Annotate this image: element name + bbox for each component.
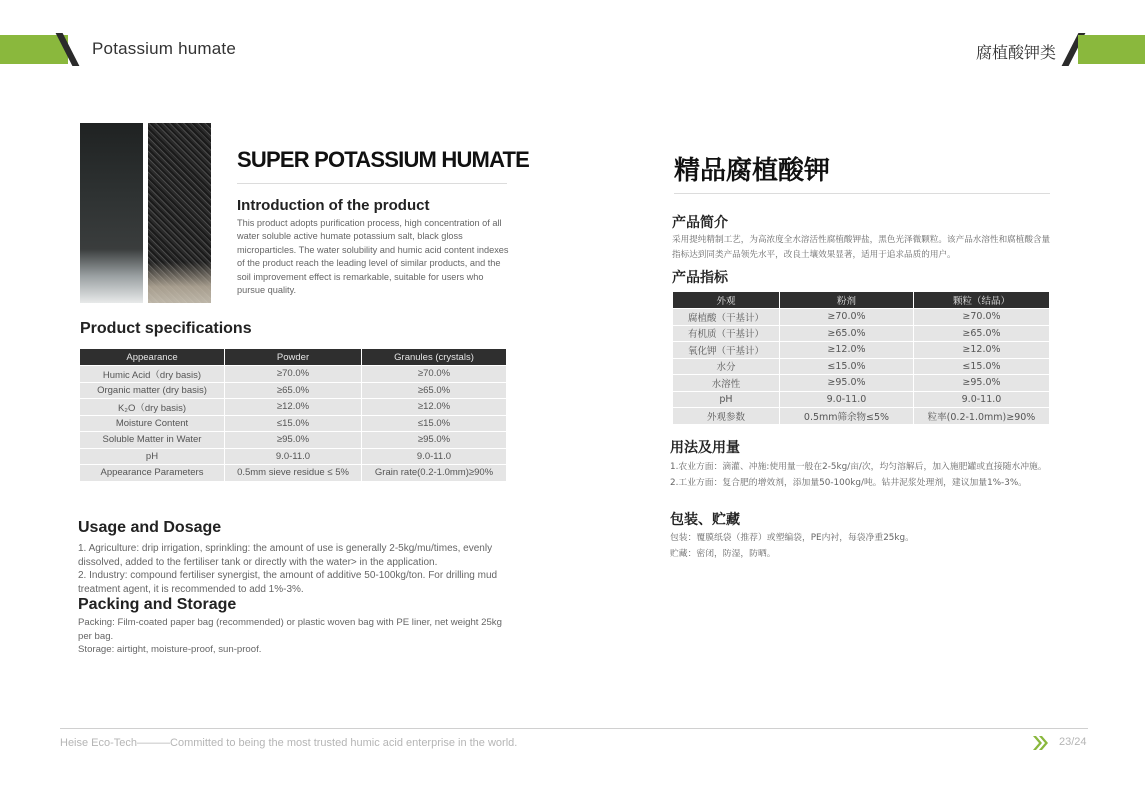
table-cell: Appearance Parameters	[80, 465, 224, 481]
header-title-cn: 腐植酸钾类	[976, 43, 1057, 62]
packing-heading-cn: 包装、贮藏	[670, 512, 740, 528]
table-cell: Grain rate(0.2-1.0mm)≥90%	[362, 465, 506, 481]
table-cell: 氧化钾（干基计）	[673, 342, 779, 358]
table-row	[80, 366, 506, 382]
spec-table-header-row	[80, 349, 506, 365]
table-cell: ≥95.0%	[780, 375, 913, 391]
table-cell: ≥70.0%	[225, 366, 361, 382]
spec-table-header-cell: 颗粒（结晶）	[914, 292, 1049, 308]
table-cell: 腐植酸（干基计）	[673, 309, 779, 325]
usage-text-en	[78, 542, 518, 596]
table-row	[80, 383, 506, 399]
spec-table-header-cell: Powder	[225, 349, 361, 365]
usage-text-cn	[670, 459, 1055, 491]
packing-line: 包装：覆膜纸袋（推荐）或塑编袋，PE内衬，每袋净重25kg。	[670, 533, 914, 543]
table-cell: ≤15.0%	[225, 416, 361, 432]
spec-table-cn	[672, 291, 1050, 425]
product-photo-granules-base	[148, 262, 211, 303]
table-cell: pH	[673, 392, 779, 408]
table-cell: 0.5mm sieve residue ≤ 5%	[225, 465, 361, 481]
table-row	[80, 416, 506, 432]
page-number: 23/24	[1059, 736, 1087, 748]
double-chevron-right-icon	[1033, 735, 1049, 751]
table-cell: ≥95.0%	[225, 432, 361, 448]
table-cell: K₂O（dry basis)	[80, 399, 224, 415]
footer-slogan: Heise Eco-Tech———Committed to being the most trusted humic acid enterprise in the world.	[60, 737, 518, 749]
table-cell: ≤15.0%	[362, 416, 506, 432]
table-cell: ≥65.0%	[225, 383, 361, 399]
packing-line: Packing: Film-coated paper bag (recommended) or plastic woven bag with PE liner, net weight 25kg per bag.	[78, 617, 502, 642]
table-row	[80, 432, 506, 448]
table-cell: ≥70.0%	[780, 309, 913, 325]
spec-table-header-cell: 粉剂	[780, 292, 913, 308]
spec-table-en	[79, 348, 507, 482]
usage-line: 1.农业方面：滴灌、冲施:使用量一般在2-5kg/亩/次，均匀溶解后，加入施肥罐或直接随水冲施。	[670, 462, 1047, 472]
table-row	[673, 309, 1049, 325]
table-cell: ≥12.0%	[780, 342, 913, 358]
table-cell: ≥65.0%	[780, 326, 913, 342]
table-cell: ≥12.0%	[362, 399, 506, 415]
table-cell: Soluble Matter in Water	[80, 432, 224, 448]
table-cell: ≥65.0%	[914, 326, 1049, 342]
intro-heading-cn: 产品简介	[672, 215, 728, 231]
table-row	[673, 359, 1049, 375]
packing-heading-en: Packing and Storage	[78, 596, 237, 613]
intro-text-en: This product adopts purification process, high concentration of all water soluble active humate potassium salt, black gloss microparticles. The water solubility and humic acid content indexes of the product reach the leading level of similar products, and the soil improvement effect is remarkable, suitable for users who pursue quality.	[237, 218, 509, 296]
table-cell: 9.0-11.0	[225, 449, 361, 465]
table-cell: 9.0-11.0	[914, 392, 1049, 408]
table-cell: ≥12.0%	[914, 342, 1049, 358]
table-cell: 水分	[673, 359, 779, 375]
packing-text-en	[78, 616, 518, 657]
table-cell: Humic Acid（dry basis)	[80, 366, 224, 382]
usage-line: 2.工业方面：复合肥的增效剂，添加量50-100kg/吨。钻井泥浆处理剂，建议加量1%-3%。	[670, 478, 1027, 488]
packing-line: Storage: airtight, moisture-proof, sun-proof.	[78, 644, 262, 655]
spec-table-header-cell: Granules (crystals)	[362, 349, 506, 365]
intro-text-cn: 采用提纯精制工艺，为高浓度全水溶活性腐植酸钾盐，黑色光泽微颗粒。该产品水溶性和腐植酸含量指标达到同类产品领先水平，改良土壤效果显著，适用于追求品质的用户。	[672, 235, 1051, 260]
table-cell: ≥70.0%	[362, 366, 506, 382]
packing-text-cn	[670, 531, 1055, 562]
footer-divider	[60, 728, 1088, 729]
table-cell: pH	[80, 449, 224, 465]
table-cell: ≥12.0%	[225, 399, 361, 415]
table-cell: ≥95.0%	[362, 432, 506, 448]
table-cell: 粒率(0.2-1.0mm)≥90%	[914, 408, 1049, 424]
header-title-en: Potassium humate	[92, 39, 236, 58]
product-title-en: SUPER POTASSIUM HUMATE	[237, 147, 530, 172]
title-divider-cn	[674, 193, 1050, 194]
table-row	[673, 408, 1049, 424]
spec-heading-cn: 产品指标	[672, 270, 728, 286]
spec-heading-en: Product specifications	[80, 320, 252, 337]
title-divider-en	[237, 183, 507, 184]
table-row	[673, 326, 1049, 342]
table-cell: 9.0-11.0	[780, 392, 913, 408]
table-cell: ≥65.0%	[362, 383, 506, 399]
table-row	[80, 449, 506, 465]
intro-heading-en: Introduction of the product	[237, 197, 430, 214]
table-cell: Moisture Content	[80, 416, 224, 432]
spec-table-header-cell: Appearance	[80, 349, 224, 365]
packing-line: 贮藏：密闭，防湿，防晒。	[670, 548, 776, 559]
table-cell: ≥95.0%	[914, 375, 1049, 391]
usage-line: 2. Industry: compound fertiliser synergist, the amount of additive 50-100kg/ton. For drilling mud treatment agent, it is recommended to add 1%-3%.	[78, 570, 498, 595]
usage-heading-cn: 用法及用量	[670, 440, 740, 456]
product-title-cn: 精品腐植酸钾	[674, 156, 831, 186]
table-cell: 9.0-11.0	[362, 449, 506, 465]
table-row	[80, 399, 506, 415]
usage-line: 1. Agriculture: drip irrigation, sprinkling: the amount of use is generally 2-5kg/mu/times, evenly dissolved, added to the fertiliser tank or directly with the water> in the application.	[78, 543, 493, 568]
table-cell: Organic matter (dry basis)	[80, 383, 224, 399]
table-row	[673, 392, 1049, 408]
header-accent-bar-left	[0, 35, 68, 64]
table-cell: ≥70.0%	[914, 309, 1049, 325]
spec-table-header-cell: 外观	[673, 292, 779, 308]
table-cell: ≤15.0%	[914, 359, 1049, 375]
table-cell: ≤15.0%	[780, 359, 913, 375]
table-cell: 外观参数	[673, 408, 779, 424]
table-row	[80, 465, 506, 481]
table-cell: 水溶性	[673, 375, 779, 391]
table-cell: 有机质（干基计）	[673, 326, 779, 342]
usage-heading-en: Usage and Dosage	[78, 519, 222, 536]
table-row	[673, 375, 1049, 391]
product-photo-powder	[80, 123, 143, 303]
table-cell: 0.5mm筛余物≤5%	[780, 408, 913, 424]
table-row	[673, 342, 1049, 358]
header-accent-bar-right	[1078, 35, 1145, 64]
spec-table-header-row	[673, 292, 1049, 308]
